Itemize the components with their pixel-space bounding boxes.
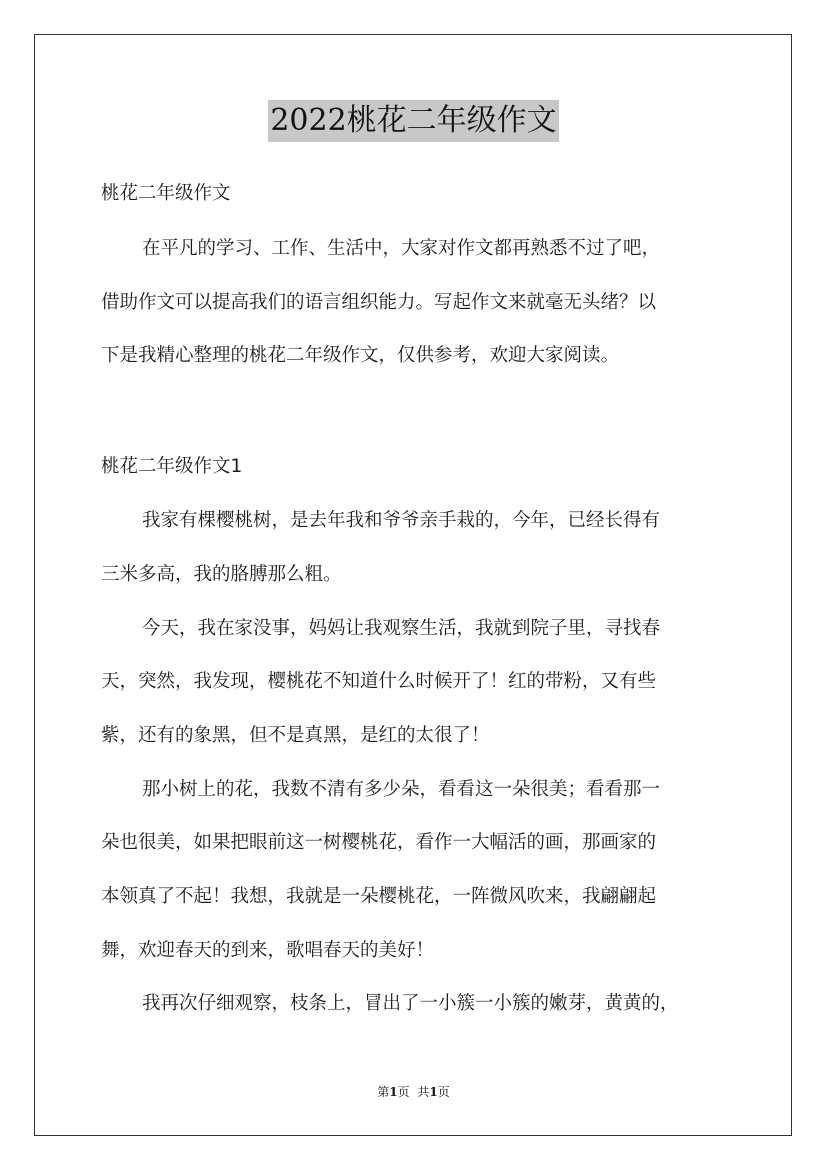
footer-page-prefix: 第 [377,1085,390,1099]
footer-page-suffix: 页 [397,1085,410,1099]
section-heading: 桃花二年级作文1 [101,456,243,477]
paragraph-line: 今天，我在家没事，妈妈让我观察生活，我就到院子里，寻找春 [142,618,661,639]
paragraph-line: 三米多高，我的胳膊那么粗。 [101,564,342,585]
paragraph-line: 天，突然，我发现，樱桃花不知道什么时候开了！红的带粉，又有些 [101,671,657,692]
paragraph-line: 那小树上的花，我数不清有多少朵，看看这一朵很美；看看那一 [142,779,661,800]
paragraph-line: 下是我精心整理的桃花二年级作文，仅供参考，欢迎大家阅读。 [101,345,620,366]
paragraph-line: 朵也很美，如果把眼前这一树樱桃花，看作一大幅活的画，那画家的 [101,832,657,853]
paragraph-line: 舞，欢迎春天的到来，歌唱春天的美好！ [101,940,435,961]
paragraph-line: 紫，还有的象黑，但不是真黑，是红的太很了！ [101,725,490,746]
paragraph-line: 在平凡的学习、工作、生活中，大家对作文都再熟悉不过了吧， [142,238,661,259]
footer-total-suffix: 页 [437,1085,450,1099]
footer-total-prefix: 共 [417,1085,430,1099]
paragraph-line: 我家有棵樱桃树，是去年我和爷爷亲手栽的，今年，已经长得有 [142,510,661,531]
paragraph-line: 本领真了不起！我想，我就是一朵樱桃花，一阵微风吹来，我翩翩起 [101,886,657,907]
document-title-container [0,100,827,142]
subtitle: 桃花二年级作文 [101,183,231,204]
paragraph-line: 我再次仔细观察，枝条上，冒出了一小簇一小簇的嫩芽，黄黄的， [142,993,679,1014]
footer-total-number: 1 [429,1085,438,1099]
footer-page-number: 1 [389,1085,398,1099]
paragraph-line: 借助作文可以提高我们的语言组织能力。写起作文来就毫无头绪？以 [101,292,657,313]
document-title: 2022桃花二年级作文 [268,100,558,142]
page-footer [0,1084,827,1100]
